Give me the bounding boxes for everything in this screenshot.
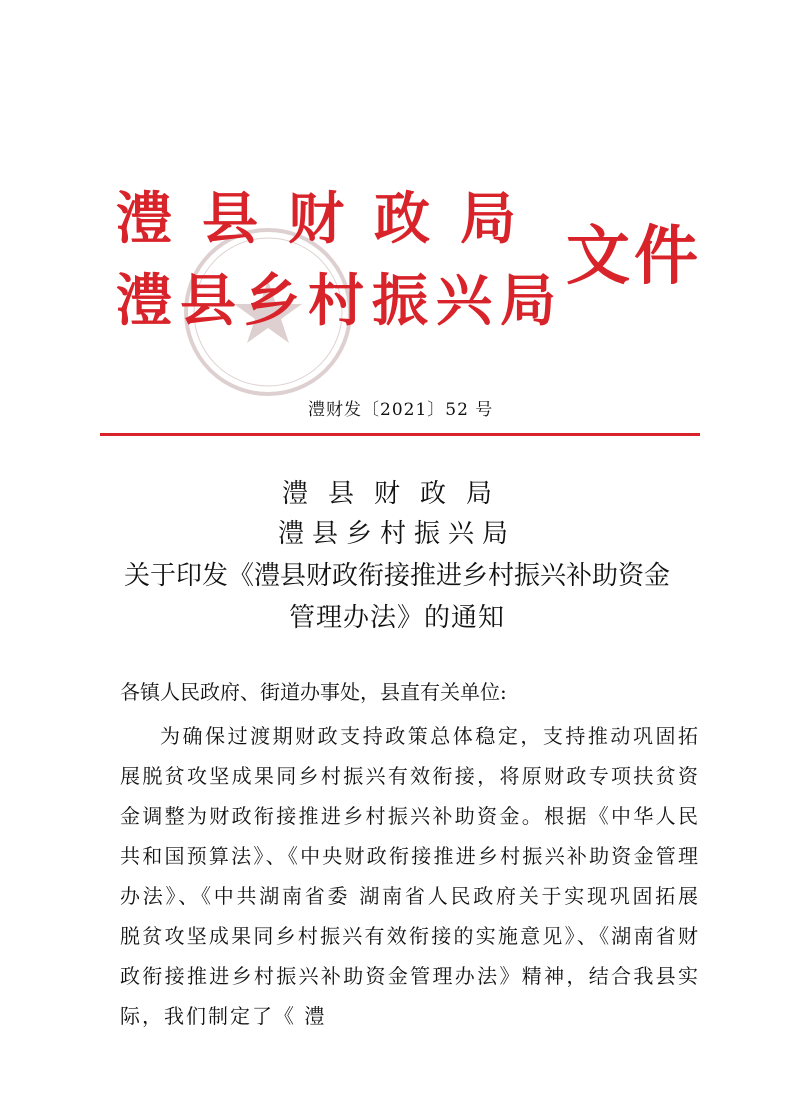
- header-issuer-2: 澧县乡村振兴局: [116, 268, 564, 334]
- title-line-2: 澧县乡村振兴局: [277, 519, 516, 549]
- header-issuer-1: 澧县财政局: [116, 186, 546, 252]
- body-paragraph: 为确保过渡期财政支持政策总体稳定，支持推动巩固拓展脱贫攻坚成果同乡村振兴有效衔接，将原财政专项扶贫资金调整为财政衔接推进乡村振兴补助资金。根据《中华人民共和国预算法》、《中央财政衔接推进乡村振兴补助资金管理办法》、《中共湖南省委 湖南省人民政府关于实现巩固拓展脱贫攻坚成果同乡村振兴有效衔接的实施意见》、《湖南省财政衔接推进乡村振兴补助资金管理办法》精神，结合我县实际，我们制定了《 澧: [120, 724, 700, 1028]
- title-line-4: 管理办法》的通知: [288, 603, 505, 633]
- title-line-3: 关于印发《澧县财政衔接推进乡村振兴补助资金: [123, 561, 670, 591]
- header-suffix: 文件: [566, 219, 702, 294]
- red-divider: [100, 433, 700, 436]
- document-number: 澧财发〔2021〕52 号: [308, 400, 494, 420]
- salutation: 各镇人民政府、街道办事处，县直有关单位:: [120, 680, 507, 704]
- title-line-1: 澧县财政局: [281, 479, 512, 509]
